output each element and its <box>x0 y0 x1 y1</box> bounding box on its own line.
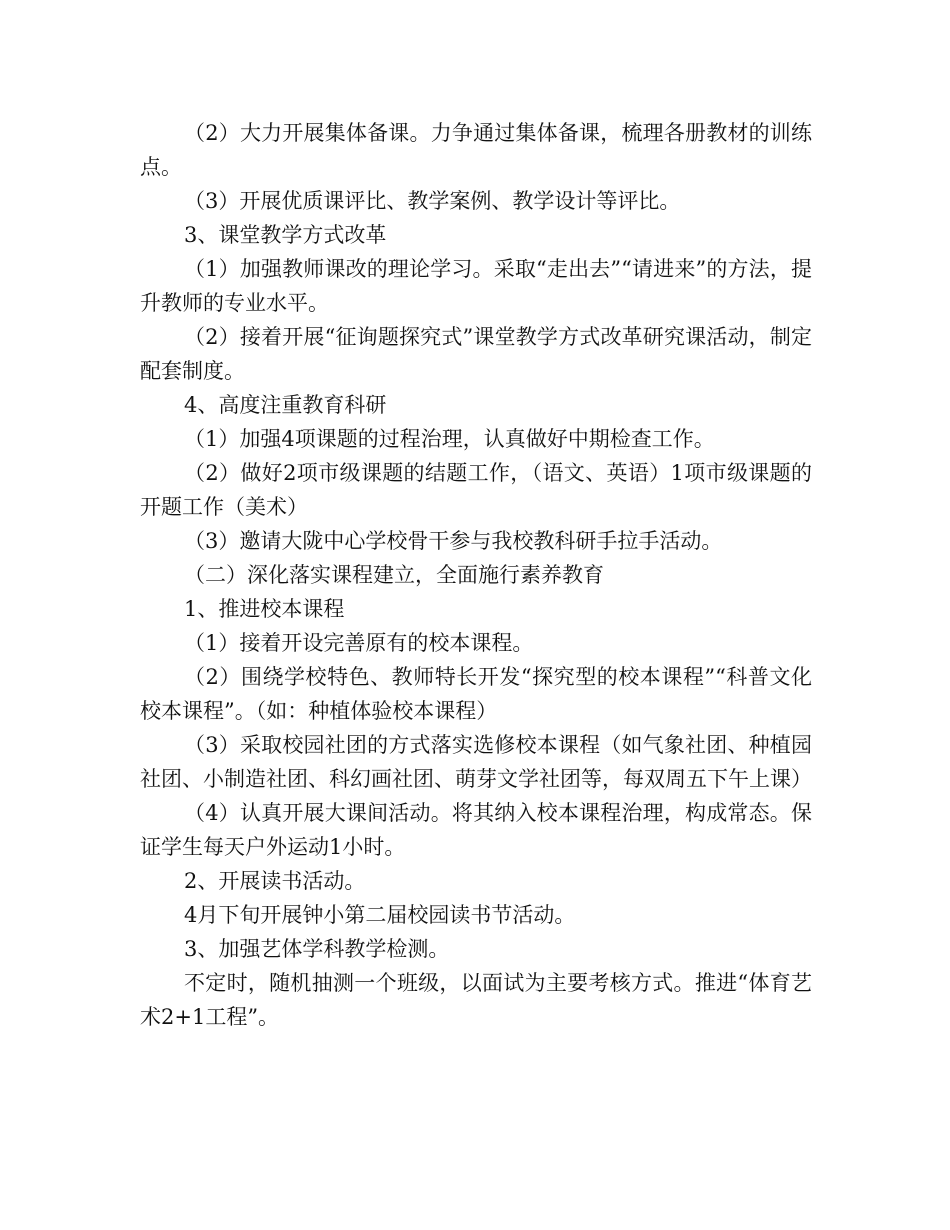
section-heading: 3、加强艺体学科教学检测。 <box>184 937 450 961</box>
paragraph: （1）接着开设完善原有的校本课程。 <box>184 631 534 655</box>
section-heading: 1、推进校本课程 <box>184 597 345 621</box>
paragraph: （1）加强4项课题的过程治理，认真做好中期检查工作。 <box>184 427 715 451</box>
paragraph: （2）围绕学校特色、教师特长开发“探究型的校本课程”“科普文化校本课程”。（如：种植体验校本课程） <box>140 665 812 723</box>
paragraph: （3）开展优质课评比、教学案例、教学设计等评比。 <box>184 189 681 213</box>
paragraph: 4月下旬开展钟小第二届校园读书节活动。 <box>184 903 576 927</box>
paragraph: （3）邀请大陇中心学校骨干参与我校教科研手拉手活动。 <box>184 529 723 553</box>
section-heading: 2、开展读书活动。 <box>184 869 366 893</box>
section-heading: （二）深化落实课程建立，全面施行素养教育 <box>184 563 604 587</box>
paragraph: 不定时，随机抽测一个班级，以面试为主要考核方式。推进“体育艺术2+1工程”。 <box>140 971 812 1029</box>
paragraph: （1）加强教师课改的理论学习。采取“走出去”“请进来”的方法，提升教师的专业水平。 <box>140 257 812 315</box>
section-heading: 3、课堂教学方式改革 <box>184 223 387 247</box>
paragraph: （4）认真开展大课间活动。将其纳入校本课程治理，构成常态。保证学生每天户外运动1小时。 <box>140 801 812 859</box>
paragraph: （2）做好2项市级课题的结题工作，（语文、英语）1项市级课题的开题工作（美术） <box>140 461 812 519</box>
paragraph: （2）大力开展集体备课。力争通过集体备课，梳理各册教材的训练点。 <box>140 121 812 179</box>
paragraph: （3）采取校园社团的方式落实选修校本课程（如气象社团、种植园社团、小制造社团、科幻画社团、萌芽文学社团等，每双周五下午上课） <box>140 733 812 791</box>
document-body <box>140 116 812 1034</box>
paragraph: （2）接着开展“征询题探究式”课堂教学方式改革研究课活动，制定配套制度。 <box>140 325 812 383</box>
section-heading: 4、高度注重教育科研 <box>184 393 387 417</box>
